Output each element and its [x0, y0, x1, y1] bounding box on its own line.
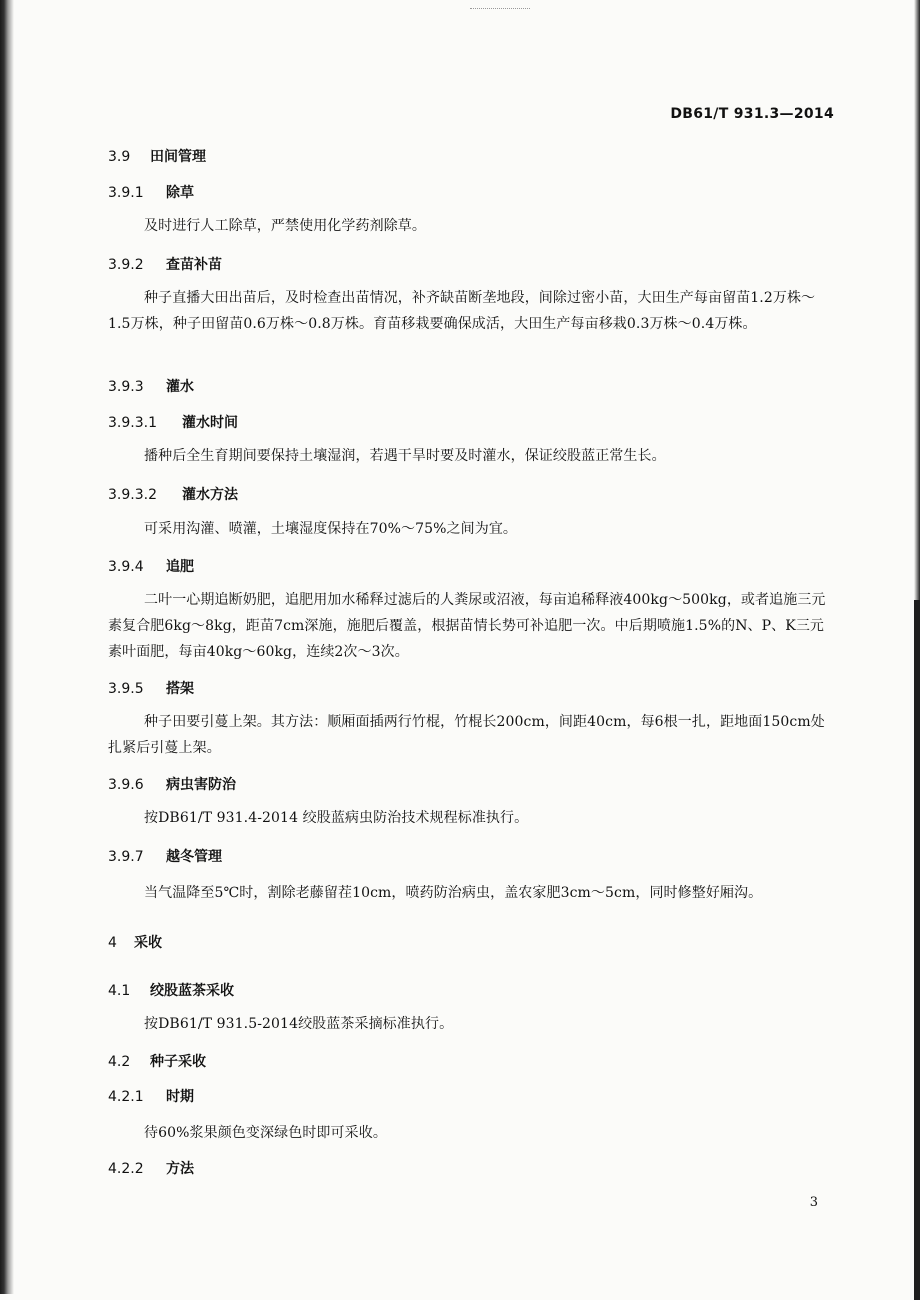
heading-3-9-5 [108, 678, 194, 698]
heading-title: 越冬管理 [166, 849, 222, 865]
heading-title: 灌水时间 [182, 415, 238, 431]
heading-4-1 [108, 980, 234, 1000]
paragraph: 按DB61/T 931.4-2014 绞股蓝病虫防治技术规程标准执行。 [144, 810, 529, 826]
paragraph: 二叶一心期追断奶肥，追肥用加水稀释过滤后的人粪尿或沼液，每亩追稀释液400kg～500kg，或者追施三元素复合肥6kg～8kg，距苗7cm深施，施肥后覆盖，根据苗情长势可补追肥一次。中后期喷施1.5%的N、P、K三元素叶面肥，每亩40kg～60kg，连续2次～3次。 [108, 592, 826, 660]
heading-title: 查苗补苗 [166, 257, 222, 273]
scan-artifact [470, 8, 530, 12]
heading-title: 采收 [134, 935, 162, 951]
heading-4-2-1 [108, 1086, 194, 1106]
heading-number: 3.9.6 [108, 777, 144, 793]
heading-number: 3.9.4 [108, 559, 144, 575]
heading-3-9-6 [108, 774, 236, 794]
heading-number: 3.9.3.1 [108, 415, 157, 431]
paragraph: 当气温降至5℃时，割除老藤留茬10cm，喷药防治病虫，盖农家肥3cm～5cm，同时修整好厢沟。 [144, 885, 763, 901]
heading-number: 3.9 [108, 149, 131, 165]
heading-number: 3.9.3 [108, 379, 144, 395]
heading-title: 绞股蓝茶采收 [150, 983, 234, 999]
heading-number: 4.1 [108, 983, 131, 999]
heading-number: 3.9.5 [108, 681, 144, 697]
heading-title: 灌水方法 [182, 487, 238, 503]
heading-title: 追肥 [166, 559, 194, 575]
heading-3-9-7 [108, 846, 222, 866]
heading-3-9-1 [108, 182, 194, 202]
paragraph: 按DB61/T 931.5-2014绞股蓝茶采摘标准执行。 [144, 1016, 454, 1032]
scan-edge-left [0, 0, 14, 1294]
heading-title: 田间管理 [150, 149, 206, 165]
paragraph: 及时进行人工除草，严禁使用化学药剂除草。 [144, 218, 426, 234]
heading-3-9-2 [108, 254, 222, 274]
heading-number: 3.9.1 [108, 185, 144, 201]
heading-3-9-3-1 [108, 412, 238, 432]
heading-3-9 [108, 146, 206, 166]
heading-title: 除草 [166, 185, 194, 201]
paragraph: 种子直播大田出苗后，及时检查出苗情况，补齐缺苗断垄地段，间除过密小苗，大田生产每亩留苗1.2万株～1.5万株，种子田留苗0.6万株～0.8万株。育苗移栽要确保成活，大田生产每亩移栽0.3万株～0.4万株。 [108, 290, 816, 332]
paragraph: 待60%浆果颜色变深绿色时即可采收。 [144, 1125, 387, 1141]
heading-number: 4.2 [108, 1054, 131, 1070]
heading-number: 4 [108, 935, 117, 951]
heading-number: 4.2.1 [108, 1089, 144, 1105]
scan-edge-right-band [914, 600, 920, 1300]
heading-number: 4.2.2 [108, 1161, 144, 1177]
heading-title: 方法 [166, 1161, 194, 1177]
heading-number: 3.9.3.2 [108, 487, 157, 503]
document-code-header: DB61/T 931.3—2014 [670, 106, 834, 122]
heading-number: 3.9.7 [108, 849, 144, 865]
heading-title: 时期 [166, 1089, 194, 1105]
paragraph: 种子田要引蔓上架。其方法：顺厢面插两行竹棍，竹棍长200cm，间距40cm，每6根一扎，距地面150cm处扎紧后引蔓上架。 [108, 714, 825, 756]
heading-3-9-3-2 [108, 484, 238, 504]
heading-title: 病虫害防治 [166, 777, 236, 793]
heading-3-9-4 [108, 556, 194, 576]
heading-3-9-3 [108, 376, 194, 396]
heading-4 [108, 932, 162, 952]
paragraph: 可采用沟灌、喷灌，土壤湿度保持在70%～75%之间为宜。 [144, 521, 518, 537]
heading-title: 种子采收 [150, 1054, 206, 1070]
heading-4-2-2 [108, 1158, 194, 1178]
heading-4-2 [108, 1051, 206, 1071]
paragraph: 播种后全生育期间要保持土壤湿润，若遇干旱时要及时灌水，保证绞股蓝正常生长。 [144, 448, 666, 464]
heading-number: 3.9.2 [108, 257, 144, 273]
page-number: 3 [809, 1195, 818, 1210]
heading-title: 搭架 [166, 681, 194, 697]
heading-title: 灌水 [166, 379, 194, 395]
